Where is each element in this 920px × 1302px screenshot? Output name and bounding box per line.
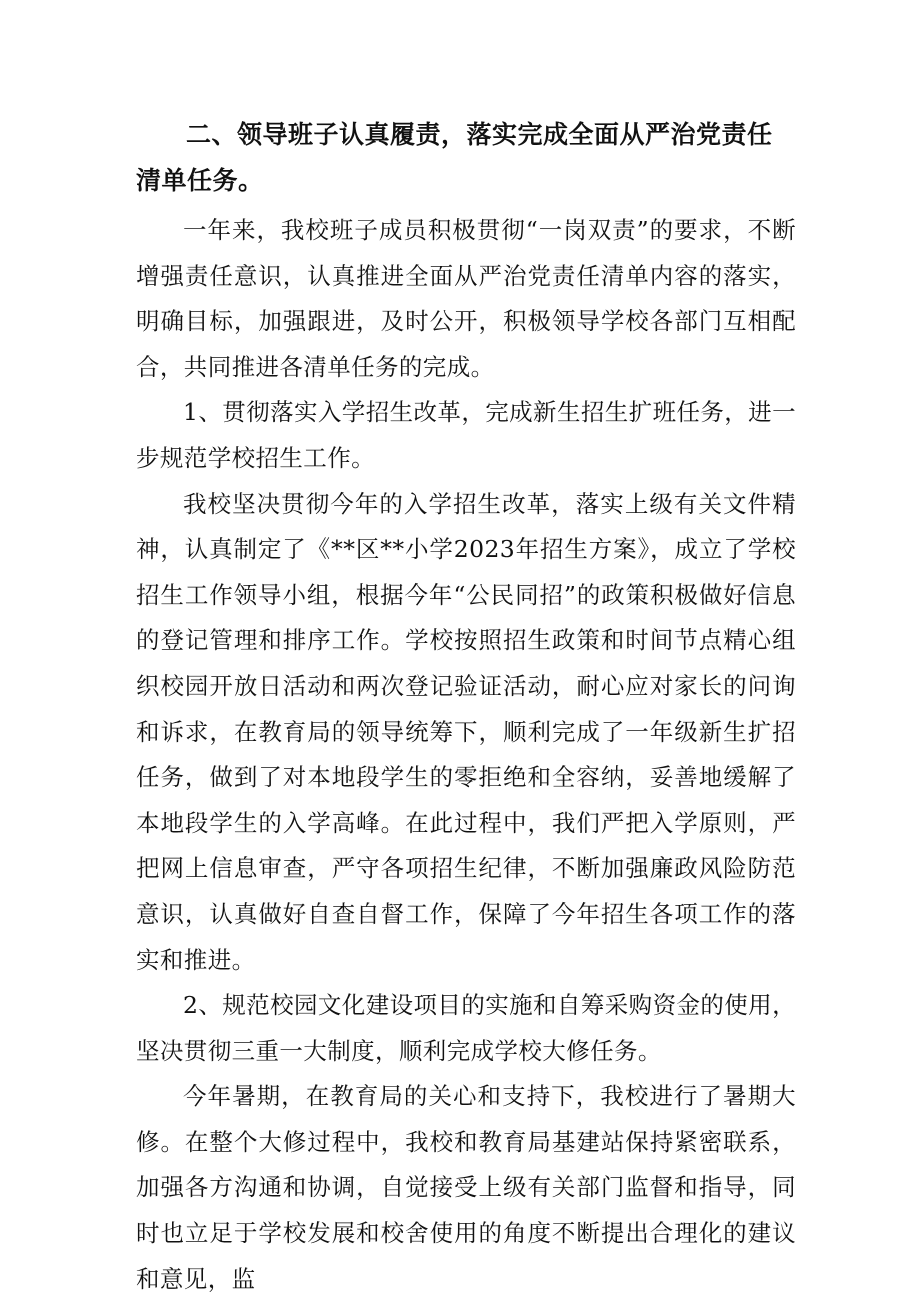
item-1-paragraph: 我校坚决贯彻今年的入学招生改革，落实上级有关文件精神，认真制定了《**区**小学2023年招生方案》，成立了学校招生工作领导小组，根据今年“公民同招”的政策积极做好信息的登记管理和排序工作。学校按照招生政策和时间节点精心组织校园开放日活动和两次登记验证活动，耐心应对家长的问询和诉求，在教育局的领导统筹下，顺利完成了一年级新生扩招任务，做到了对本地段学生的零拒绝和全容纳，妥善地缓解了本地段学生的入学高峰。在此过程中，我们严把入学原则，严把网上信息审查，严守各项招生纪律，不断加强廉政风险防范意识，认真做好自查自督工作，保障了今年招生各项工作的落实和推进。 (136, 489, 796, 974)
item-1-subheading: 1、贯彻落实入学招生改革，完成新生招生扩班任务，进一步规范学校招生工作。 (136, 398, 796, 472)
intro-paragraph: 一年来，我校班子成员积极贯彻“一岗双责”的要求，不断增强责任意识，认真推进全面从严治党责任清单内容的落实，明确目标，加强跟进，及时公开，积极领导学校各部门互相配合，共同推进各清单任务的完成。 (136, 216, 796, 381)
document-body (136, 112, 796, 1302)
item-2-paragraph: 今年暑期，在教育局的关心和支持下，我校进行了暑期大修。在整个大修过程中，我校和教育局基建站保持紧密联系，加强各方沟通和协调，自觉接受上级有关部门监督和指导，同时也立足于学校发展和校舍使用的角度不断提出合理化的建议和意见，监 (136, 1082, 796, 1293)
item-2-subheading: 2、规范校园文化建设项目的实施和自筹采购资金的使用，坚决贯彻三重一大制度，顺利完成学校大修任务。 (136, 991, 796, 1065)
section-heading: 二、领导班子认真履责，落实完成全面从严治党责任清单任务。 (136, 120, 773, 195)
